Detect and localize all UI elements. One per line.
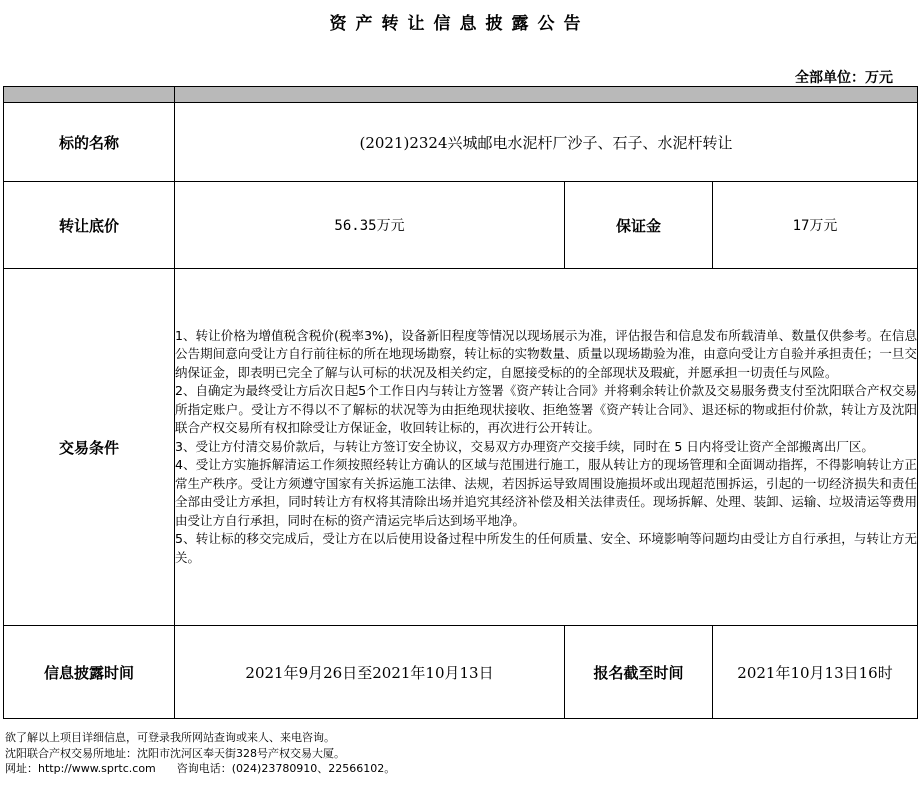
condition-item-1: 1、转让价格为增值税含税价(税率3%)，设备新旧程度等情况以现场展示为准，评估报告和信息发布所载清单、数量仅供参考。在信息公告期间意向受让方自行前往标的所在地现场勘察，转让标的实物数量、质量以现场勘验为准，由意向受让方自验并承担责任；一旦交纳保证金，即表明已完全了解与认可标的状况及相关约定，自愿接受标的的全部现状及瑕疵，并愿承担一切责任与风险。 <box>175 327 918 380</box>
deadline-value: 2021年10月13日16时 <box>713 626 918 719</box>
period-row <box>4 626 918 719</box>
condition-item-4: 4、受让方实施拆解清运工作须按照经转让方确认的区域与范围进行施工，服从转让方的现场管理和全面调动指挥，不得影响转让方正常生产秩序。受让方须遵守国家有关拆运施工法律、法规，若因拆运导致周围设施损坏或出现超范围拆运，引起的一切经济损失和责任全部由受让方承担，同时转让方有权将其清除出场并追究其经济补偿及相关法律责任。现场拆解、处理、装卸、运输、垃圾清运等费用由受让方自行承担，同时在标的资产清运完毕后达到场平地净。 <box>175 457 918 528</box>
deadline-label: 报名截至时间 <box>565 626 713 719</box>
condition-item-2: 2、自确定为最终受让方后次日起5个工作日内与转让方签署《资产转让合同》并将剩余转让价款及交易服务费支付至沈阳联合产权交易所指定账户。受让方不得以不了解标的状况等为由拒绝现状接收、拒绝签署《资产转让合同》、退还标的物或拒付价款，转让方及沈阳联合产权交易所有权扣除受让方保证金，收回转让标的，再次进行公开转让。 <box>175 383 918 436</box>
header-band-row <box>4 87 918 103</box>
header-band-cell <box>4 87 175 103</box>
price-value: 56.35万元 <box>175 182 565 269</box>
footer-contact <box>5 730 395 777</box>
disclosure-table <box>3 86 918 719</box>
conditions-label: 交易条件 <box>4 269 175 626</box>
footer-line-website-phone: 网址：http://www.sprtc.com 咨询电话：(024)23780910、22566102。 <box>5 762 396 775</box>
conditions-row <box>4 269 918 626</box>
footer-line-address: 沈阳联合产权交易所地址：沈阳市沈河区奉天街328号产权交易大厦。 <box>5 746 345 760</box>
deposit-label: 保证金 <box>565 182 713 269</box>
unit-note: 全部单位：万元 <box>795 70 893 86</box>
condition-item-3: 3、受让方付清交易价款后，与转让方签订安全协议，交易双方办理资产交接手续，同时在 5 日内将受让资产全部搬离出厂区。 <box>175 438 874 454</box>
deposit-value: 17万元 <box>713 182 918 269</box>
price-row <box>4 182 918 269</box>
name-value: (2021)2324兴城邮电水泥杆厂沙子、石子、水泥杆转让 <box>175 103 918 182</box>
condition-item-5: 5、转让标的移交完成后，受让方在以后使用设备过程中所发生的任何质量、安全、环境影响等问题均由受让方自行承担，与转让方无关。 <box>175 531 918 565</box>
conditions-cell <box>175 269 918 626</box>
period-label: 信息披露时间 <box>4 626 175 719</box>
name-label: 标的名称 <box>4 103 175 182</box>
name-row <box>4 103 918 182</box>
footer-line-inquiry: 欲了解以上项目详细信息，可登录我所网站查询或来人、来电咨询。 <box>5 731 335 744</box>
document-title: 资产转让信息披露公告 <box>329 14 590 34</box>
price-label: 转让底价 <box>4 182 175 269</box>
period-value: 2021年9月26日至2021年10月13日 <box>175 626 565 719</box>
header-band-cell <box>175 87 918 103</box>
